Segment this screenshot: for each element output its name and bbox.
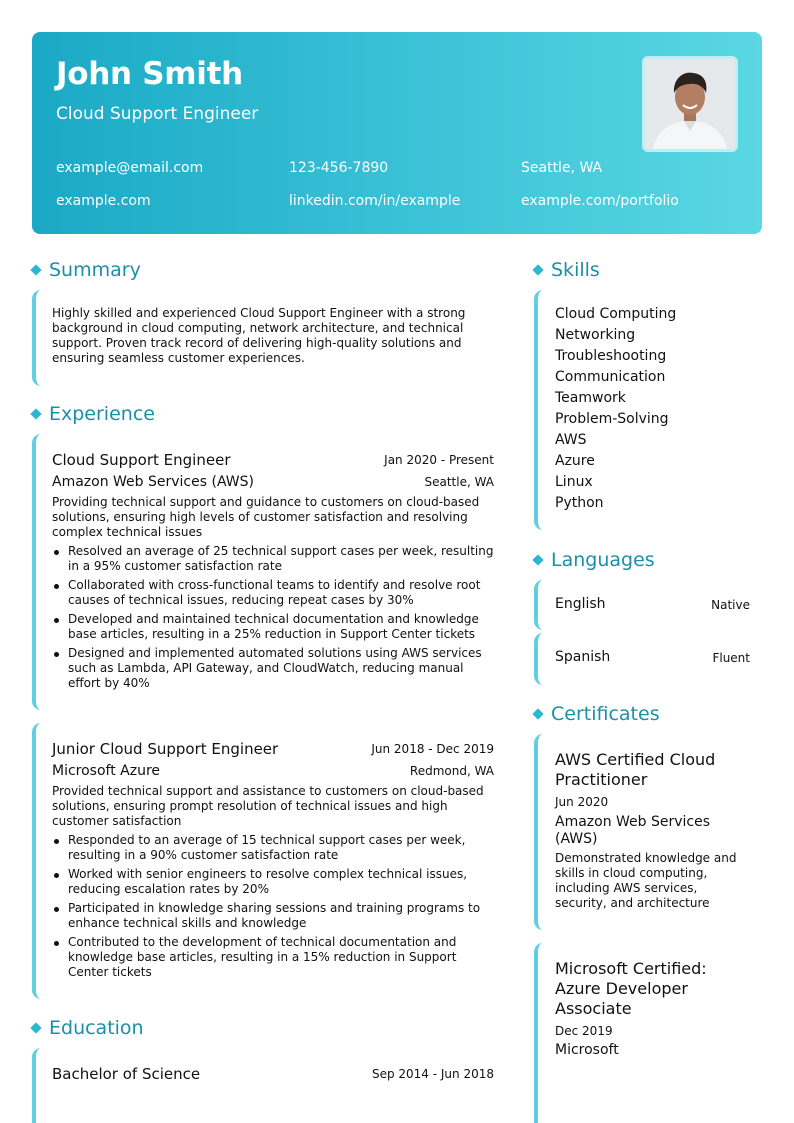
certificate-description: Demonstrated knowledge and skills in cloud computing, including AWS services, security, and architecture bbox=[555, 851, 737, 910]
profile-photo bbox=[642, 56, 738, 152]
education-heading-text: Education bbox=[49, 1017, 144, 1039]
certificates-heading-text: Certificates bbox=[551, 703, 660, 725]
skill-item: Troubleshooting bbox=[555, 348, 667, 364]
certificate-issuer: Microsoft bbox=[555, 1042, 619, 1058]
job-dates: Jan 2020 - Present bbox=[384, 453, 494, 467]
skills-block bbox=[534, 290, 762, 530]
experience-heading-text: Experience bbox=[49, 403, 155, 425]
certificate-date: Jun 2020 bbox=[555, 795, 609, 809]
contact-portfolio[interactable]: example.com/portfolio bbox=[521, 193, 679, 209]
job-description: Provided technical support and assistance to customers on cloud-based solutions, ensuring prompt resolution of technical issues and high customer satisfaction bbox=[52, 784, 484, 828]
skill-item: Networking bbox=[555, 327, 636, 343]
skill-item: Linux bbox=[555, 474, 593, 490]
achievement-item: Contributed to the development of technical documentation and knowledge base articles, resulting in a 15% reduction in Support Center tickets bbox=[52, 935, 496, 980]
achievement-item: Worked with senior engineers to resolve complex technical issues, reducing escalation rates by 20% bbox=[52, 867, 496, 897]
certificate-title: AWS Certified Cloud Practitioner bbox=[555, 750, 716, 789]
job-title: Junior Cloud Support Engineer bbox=[52, 740, 279, 758]
education-item bbox=[32, 1048, 498, 1123]
certificate-issuer: Amazon Web Services (AWS) bbox=[555, 814, 711, 847]
job-achievements bbox=[52, 544, 496, 695]
job-company: Microsoft Azure bbox=[52, 763, 161, 779]
languages-heading bbox=[532, 549, 655, 571]
job-achievements bbox=[52, 833, 496, 984]
contact-website[interactable]: example.com bbox=[56, 193, 151, 209]
diamond-bullet-icon bbox=[532, 554, 543, 565]
education-dates: Sep 2014 - Jun 2018 bbox=[371, 1067, 494, 1081]
job-title: Cloud Support Engineer bbox=[52, 451, 231, 469]
language-level: Fluent bbox=[712, 651, 750, 665]
resume-header bbox=[32, 32, 762, 234]
skills-heading bbox=[532, 259, 600, 281]
experience-item bbox=[32, 723, 498, 999]
certificate-item bbox=[534, 734, 762, 930]
diamond-bullet-icon bbox=[30, 264, 41, 275]
candidate-role: Cloud Support Engineer bbox=[56, 104, 259, 124]
achievement-item: Responded to an average of 15 technical support cases per week, resulting in a 90% customer satisfaction rate bbox=[52, 833, 496, 863]
candidate-name: John Smith bbox=[56, 56, 243, 92]
skill-item: Azure bbox=[555, 453, 595, 469]
job-company: Amazon Web Services (AWS) bbox=[52, 474, 254, 490]
profile-photo-image bbox=[645, 59, 735, 149]
achievement-item: Designed and implemented automated solutions using AWS services such as Lambda, API Gateway, and CloudWatch, reducing manual effort by 40% bbox=[52, 646, 496, 691]
job-description: Providing technical support and guidance to customers on cloud-based solutions, ensuring high levels of customer satisfaction and resolving complex technical issues bbox=[52, 495, 480, 539]
job-location: Redmond, WA bbox=[409, 764, 494, 778]
contact-email[interactable]: example@email.com bbox=[56, 160, 204, 176]
contact-linkedin[interactable]: linkedin.com/in/example bbox=[289, 193, 461, 209]
skill-item: Python bbox=[555, 495, 604, 511]
contact-phone[interactable]: 123-456-7890 bbox=[289, 160, 389, 176]
language-name: English bbox=[555, 596, 606, 612]
education-heading bbox=[30, 1017, 144, 1039]
summary-heading-text: Summary bbox=[49, 259, 141, 281]
diamond-bullet-icon bbox=[30, 408, 41, 419]
certificates-heading bbox=[532, 703, 660, 725]
diamond-bullet-icon bbox=[532, 264, 543, 275]
skill-item: Teamwork bbox=[555, 390, 626, 406]
achievement-item: Developed and maintained technical documentation and knowledge base articles, resulting in a 25% reduction in Support Center tickets bbox=[52, 612, 496, 642]
skills-heading-text: Skills bbox=[551, 259, 600, 281]
experience-item bbox=[32, 434, 498, 710]
language-item bbox=[534, 633, 762, 685]
certificate-date: Dec 2019 bbox=[555, 1024, 613, 1038]
certificate-title: Microsoft Certified: Azure Developer Associate bbox=[555, 959, 707, 1018]
achievement-item: Resolved an average of 25 technical support cases per week, resulting in a 95% customer satisfaction rate bbox=[52, 544, 496, 574]
summary-block bbox=[32, 290, 498, 386]
job-location: Seattle, WA bbox=[424, 475, 494, 489]
language-item bbox=[534, 580, 762, 630]
experience-heading bbox=[30, 403, 155, 425]
skill-item: Cloud Computing bbox=[555, 306, 677, 322]
certificate-item bbox=[534, 943, 762, 1123]
skill-item: AWS bbox=[555, 432, 587, 448]
language-level: Native bbox=[711, 598, 750, 612]
languages-heading-text: Languages bbox=[551, 549, 655, 571]
skill-item: Problem-Solving bbox=[555, 411, 669, 427]
achievement-item: Participated in knowledge sharing sessions and training programs to enhance technical skills and knowledge bbox=[52, 901, 496, 931]
contact-location: Seattle, WA bbox=[521, 160, 603, 176]
summary-text: Highly skilled and experienced Cloud Support Engineer with a strong background in cloud computing, network architecture, and technical support. Proven track record of delivering high-quality solutions and ensuring seamless customer experiences. bbox=[52, 306, 466, 365]
language-name: Spanish bbox=[555, 649, 611, 665]
summary-heading bbox=[30, 259, 141, 281]
education-degree: Bachelor of Science bbox=[52, 1065, 201, 1083]
diamond-bullet-icon bbox=[30, 1022, 41, 1033]
job-dates: Jun 2018 - Dec 2019 bbox=[371, 742, 494, 756]
achievement-item: Collaborated with cross-functional teams to identify and resolve root causes of technical issues, reducing repeat cases by 30% bbox=[52, 578, 496, 608]
skill-item: Communication bbox=[555, 369, 666, 385]
diamond-bullet-icon bbox=[532, 708, 543, 719]
